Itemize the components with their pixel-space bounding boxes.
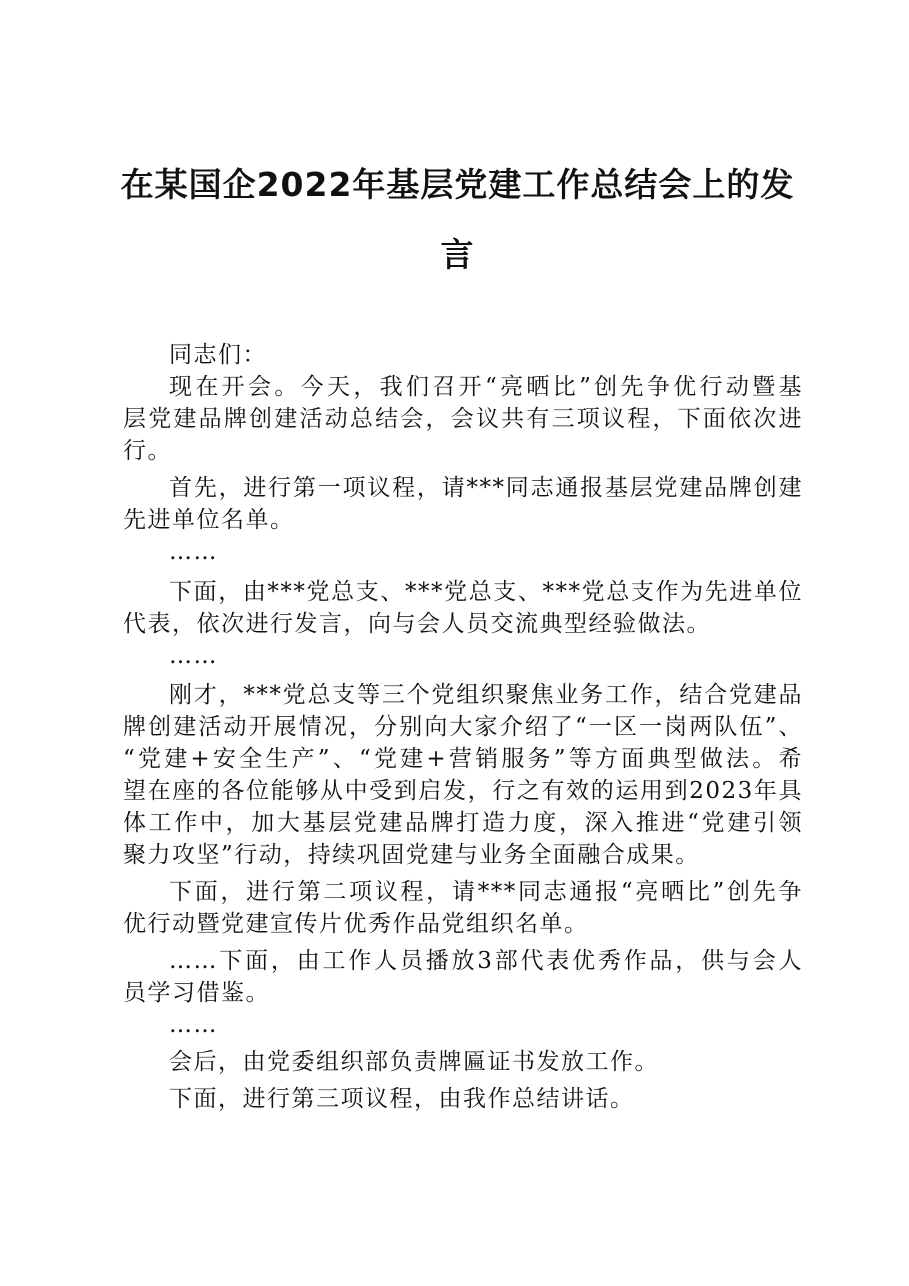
paragraph-line: 首先，进行第一项议程，请***同志通报基层党建品牌创建 — [169, 475, 803, 501]
paragraph-line: 优行动暨党建宣传片优秀作品党组织名单。 — [123, 911, 589, 937]
paragraph-line: 先进单位名单。 — [123, 507, 295, 533]
paragraph-line: 牌创建活动开展情况，分别向大家介绍了“一区一岗两队伍”、 — [123, 714, 803, 740]
paragraph-line: ……下面，由工作人员播放3部代表优秀作品，供与会人 — [169, 948, 803, 974]
paragraph-line: 刚才，***党总支等三个党组织聚焦业务工作，结合党建品 — [169, 682, 803, 708]
paragraph-line: 下面，进行第三项议程，由我作总结讲话。 — [169, 1086, 635, 1112]
ellipsis-line: …… — [169, 643, 218, 669]
paragraph-line: 下面，进行第二项议程，请***同志通报“亮晒比”创先争 — [169, 879, 803, 905]
document-title-continued: 言 — [440, 235, 475, 274]
paragraph-line: 下面，由***党总支、***党总支、***党总支作为先进单位 — [169, 579, 803, 605]
paragraph-line: 层党建品牌创建活动总结会，会议共有三项议程，下面依次进 — [123, 406, 803, 432]
paragraph-line: 行。 — [123, 438, 172, 464]
ellipsis-line: …… — [169, 1012, 218, 1038]
paragraph-line: 体工作中，加大基层党建品牌打造力度，深入推进“党建引领 — [123, 810, 803, 836]
paragraph-line: “党建+安全生产”、“党建+营销服务”等方面典型做法。希 — [123, 746, 803, 772]
salutation: 同志们： — [169, 342, 267, 368]
paragraph-line: 聚力攻坚”行动，持续巩固党建与业务全面融合成果。 — [123, 842, 700, 868]
paragraph-line: 现在开会。今天，我们召开“亮晒比”创先争优行动暨基 — [169, 374, 803, 400]
paragraph-line: 望在座的各位能够从中受到启发，行之有效的运用到2023年具 — [123, 778, 803, 804]
paragraph-line: 员学习借鉴。 — [123, 980, 270, 1006]
paragraph-line: 代表，依次进行发言，向与会人员交流典型经验做法。 — [123, 611, 711, 637]
paragraph-line: 会后，由党委组织部负责牌匾证书发放工作。 — [169, 1049, 659, 1075]
document-title: 在某国企2022年基层党建工作总结会上的发 — [120, 165, 795, 204]
ellipsis-line: …… — [169, 539, 218, 565]
